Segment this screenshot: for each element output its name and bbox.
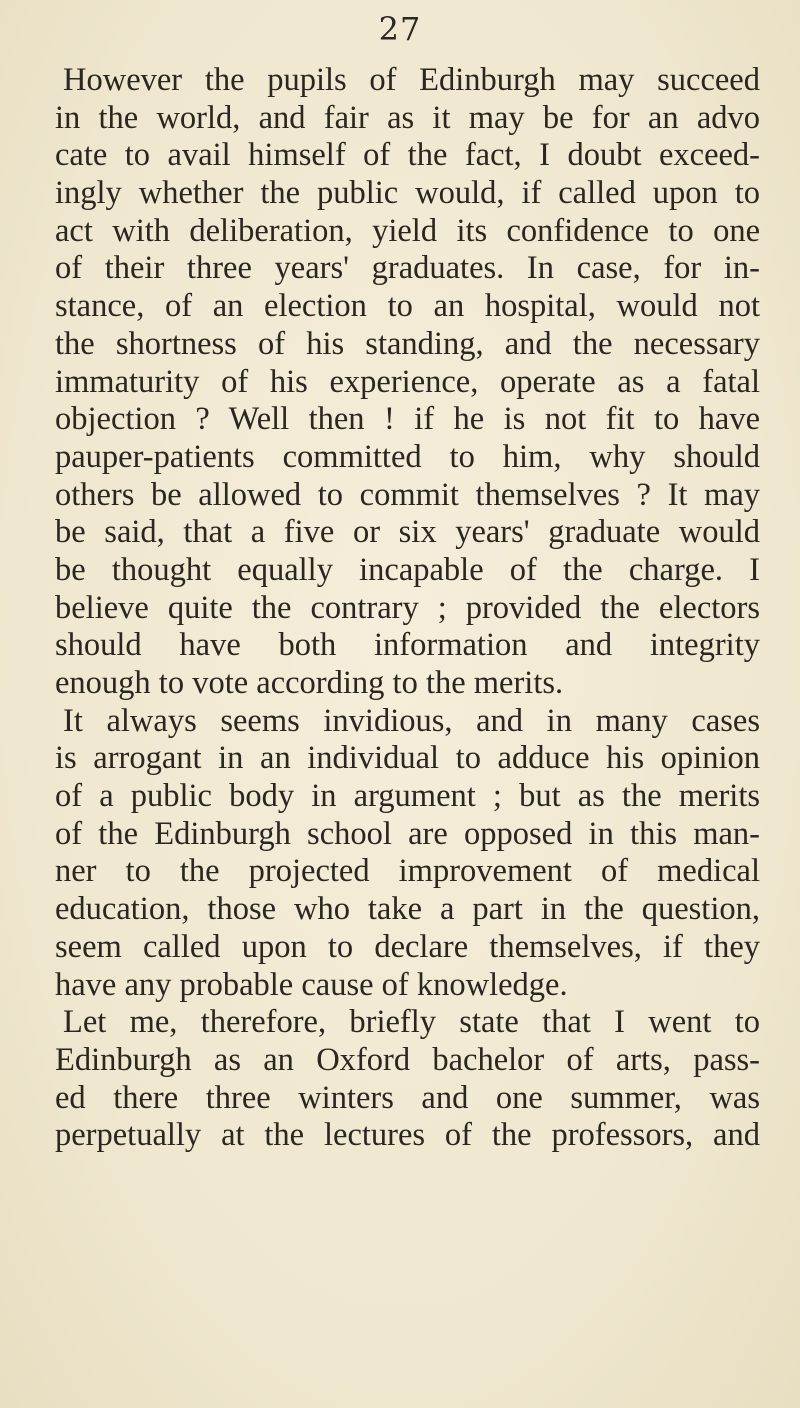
text-line: perpetually at the lectures of the professors, and <box>55 1117 760 1154</box>
text-line: be said, that a five or six years' graduate would <box>55 514 760 551</box>
text-line: of their three years' graduates. In case, for in- <box>55 250 760 287</box>
text-line: cate to avail himself of the fact, I doubt exceed- <box>55 137 760 174</box>
text-line: ed there three winters and one summer, was <box>55 1079 760 1116</box>
text-line: in the world, and fair as it may be for an advo <box>55 99 760 136</box>
text-line: others be allowed to commit themselves ? It may <box>55 476 760 513</box>
text-line: of the Edinburgh school are opposed in this man- <box>55 815 760 852</box>
text-line: Let me, therefore, briefly state that I went to <box>63 1004 760 1041</box>
text-line: the shortness of his standing, and the necessary <box>55 325 760 362</box>
text-line: be thought equally incapable of the charge. I <box>55 551 760 588</box>
text-line: enough to vote according to the merits. <box>55 665 564 701</box>
text-line: immaturity of his experience, operate as a fatal <box>55 363 760 400</box>
text-line: of a public body in argument ; but as the merits <box>55 778 760 815</box>
text-line: should have both information and integrity <box>55 627 760 664</box>
text-line: objection ? Well then ! if he is not fit to have <box>55 401 760 438</box>
text-line: Edinburgh as an Oxford bachelor of arts, pass- <box>55 1041 760 1078</box>
text-line: act with deliberation, yield its confidence to one <box>55 212 760 249</box>
body-text <box>55 62 760 1155</box>
text-line: stance, of an election to an hospital, would not <box>55 288 760 325</box>
text-line: However the pupils of Edinburgh may succeed <box>63 62 760 98</box>
text-line: is arrogant in an individual to adduce his opinion <box>55 740 760 777</box>
text-line: pauper-patients committed to him, why should <box>55 438 760 475</box>
text-line: seem called upon to declare themselves, if they <box>55 928 760 965</box>
page-number: 27 <box>378 10 422 48</box>
text-line: ner to the projected improvement of medical <box>55 853 760 890</box>
text-line: ingly whether the public would, if called upon to <box>55 175 760 212</box>
text-line: It always seems invidious, and in many cases <box>63 702 760 739</box>
text-line: have any probable cause of knowledge. <box>55 966 568 1003</box>
text-line: education, those who take a part in the question, <box>55 891 760 928</box>
text-line: believe quite the contrary ; provided the electors <box>55 589 760 626</box>
